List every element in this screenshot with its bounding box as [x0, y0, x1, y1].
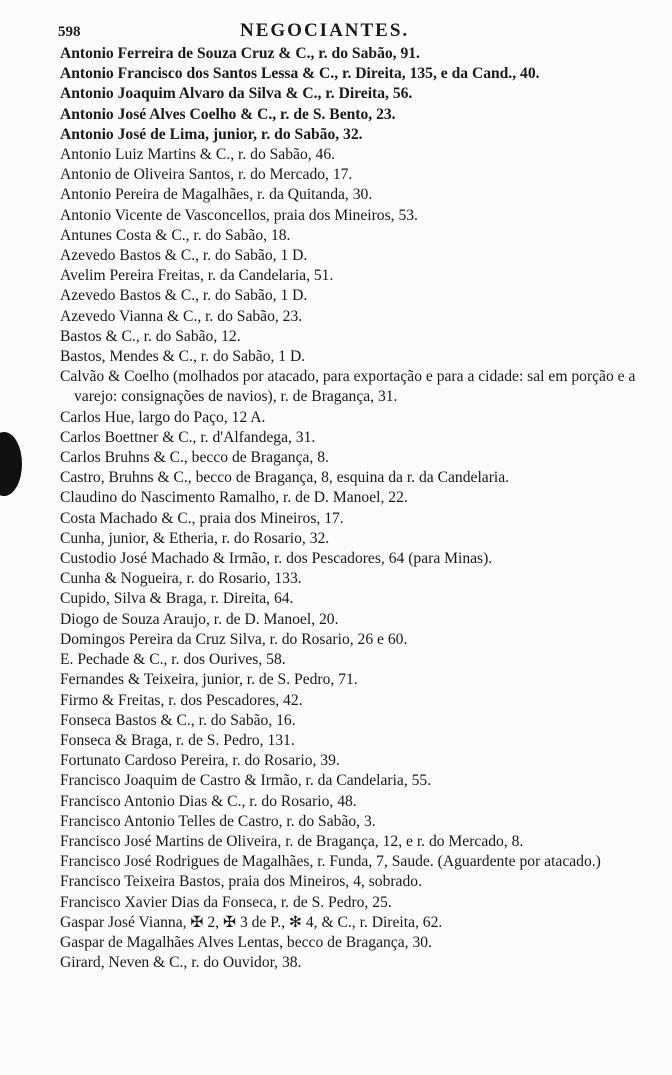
directory-entry: Firmo & Freitas, r. dos Pescadores, 42.: [60, 691, 303, 709]
directory-entry: Francisco Antonio Telles de Castro, r. do Sabão, 3.: [60, 812, 376, 830]
directory-entry: Antonio José de Lima, junior, r. do Sabão, 32.: [60, 125, 363, 143]
directory-entry: Azevedo Bastos & C., r. do Sabão, 1 D.: [60, 287, 308, 305]
directory-entry: Antonio Ferreira de Souza Cruz & C., r. do Sabão, 91.: [60, 45, 420, 62]
directory-entry: Antonio José Alves Coelho & C., r. de S. Bento, 23.: [60, 105, 396, 123]
directory-entry: Domingos Pereira da Cruz Silva, r. do Rosario, 26 e 60.: [60, 630, 408, 648]
directory-entry: Francisco José Rodrigues de Magalhães, r. Funda, 7, Saude. (Aguardente por atacado.): [60, 853, 601, 871]
directory-entry: Carlos Bruhns & C., becco de Bragança, 8.: [60, 449, 329, 467]
directory-entry: Girard, Neven & C., r. do Ouvidor, 38.: [60, 954, 302, 972]
directory-entry: Cunha & Nogueira, r. do Rosario, 133.: [60, 570, 302, 588]
directory-entry: Francisco Joaquim de Castro & Irmão, r. da Candelaria, 55.: [60, 772, 432, 790]
directory-entry: Gaspar José Vianna, ✠ 2, ✠ 3 de P., ✻ 4, & C., r. Direita, 62.: [60, 913, 443, 931]
directory-entry: Custodio José Machado & Irmão, r. dos Pescadores, 64 (para Minas).: [60, 550, 493, 568]
directory-entry: Fernandes & Teixeira, junior, r. de S. Pedro, 71.: [60, 671, 358, 689]
directory-entry: Fonseca & Braga, r. de S. Pedro, 131.: [60, 731, 295, 749]
page-number: 598: [58, 24, 81, 40]
directory-entry: Francisco Teixeira Bastos, praia dos Mineiros, 4, sobrado.: [60, 873, 422, 891]
directory-entry: Antonio Luiz Martins & C., r. do Sabão, 46.: [60, 146, 336, 164]
directory-entry: Castro, Bruhns & C., becco de Bragança, 8, esquina da r. da Candelaria.: [60, 469, 510, 487]
page-header: [0, 18, 672, 44]
directory-entry: Azevedo Vianna & C., r. do Sabão, 23.: [60, 307, 303, 325]
directory-entry: Antonio Vicente de Vasconcellos, praia dos Mineiros, 53.: [60, 206, 418, 224]
directory-entry: Francisco Antonio Dias & C., r. do Rosario, 48.: [60, 792, 357, 810]
directory-entry: Fortunato Cardoso Pereira, r. do Rosario, 39.: [60, 752, 340, 770]
directory-entry: Gaspar de Magalhães Alves Lentas, becco de Bragança, 30.: [60, 933, 432, 951]
directory-entries: [60, 44, 662, 973]
directory-entry: E. Pechade & C., r. dos Ourives, 58.: [60, 651, 286, 669]
directory-entry: Antonio de Oliveira Santos, r. do Mercado, 17.: [60, 166, 353, 184]
directory-entry: Antunes Costa & C., r. do Sabão, 18.: [60, 226, 291, 244]
directory-entry: Claudino do Nascimento Ramalho, r. de D. Manoel, 22.: [60, 489, 408, 507]
directory-entry: Carlos Boettner & C., r. d'Alfandega, 31.: [60, 428, 316, 446]
directory-entry: Cupido, Silva & Braga, r. Direita, 64.: [60, 590, 294, 608]
directory-entry: Azevedo Bastos & C., r. do Sabão, 1 D.: [60, 247, 308, 265]
directory-entry: Bastos, Mendes & C., r. do Sabão, 1 D.: [60, 348, 306, 366]
directory-entry: Diogo de Souza Araujo, r. de D. Manoel, 20.: [60, 610, 339, 628]
directory-entry: Cunha, junior, & Etheria, r. do Rosario, 32.: [60, 529, 330, 547]
directory-entry: Calvão & Coelho (molhados por atacado, para exportação e para a cidade: sal em porção e a varejo: consignações de navios), r. de Bragança, 31.: [60, 368, 636, 406]
directory-entry: Bastos & C., r. do Sabão, 12.: [60, 327, 241, 345]
directory-entry: Antonio Pereira de Magalhães, r. da Quitanda, 30.: [60, 186, 373, 204]
directory-entry: Francisco José Martins de Oliveira, r. de Bragança, 12, e r. do Mercado, 8.: [60, 832, 524, 850]
directory-entry: Antonio Francisco dos Santos Lessa & C., r. Direita, 135, e da Cand., 40.: [60, 65, 540, 83]
ink-blot: [0, 432, 22, 496]
directory-entry: Antonio Joaquim Alvaro da Silva & C., r. Direita, 56.: [60, 85, 413, 103]
running-title: NEGOCIANTES.: [240, 20, 410, 41]
directory-entry: Francisco Xavier Dias da Fonseca, r. de S. Pedro, 25.: [60, 893, 392, 911]
directory-entry: Fonseca Bastos & C., r. do Sabão, 16.: [60, 711, 296, 729]
directory-entry: Costa Machado & C., praia dos Mineiros, 17.: [60, 509, 344, 527]
directory-entry: Avelim Pereira Freitas, r. da Candelaria, 51.: [60, 267, 334, 285]
directory-entry: Carlos Hue, largo do Paço, 12 A.: [60, 408, 266, 426]
